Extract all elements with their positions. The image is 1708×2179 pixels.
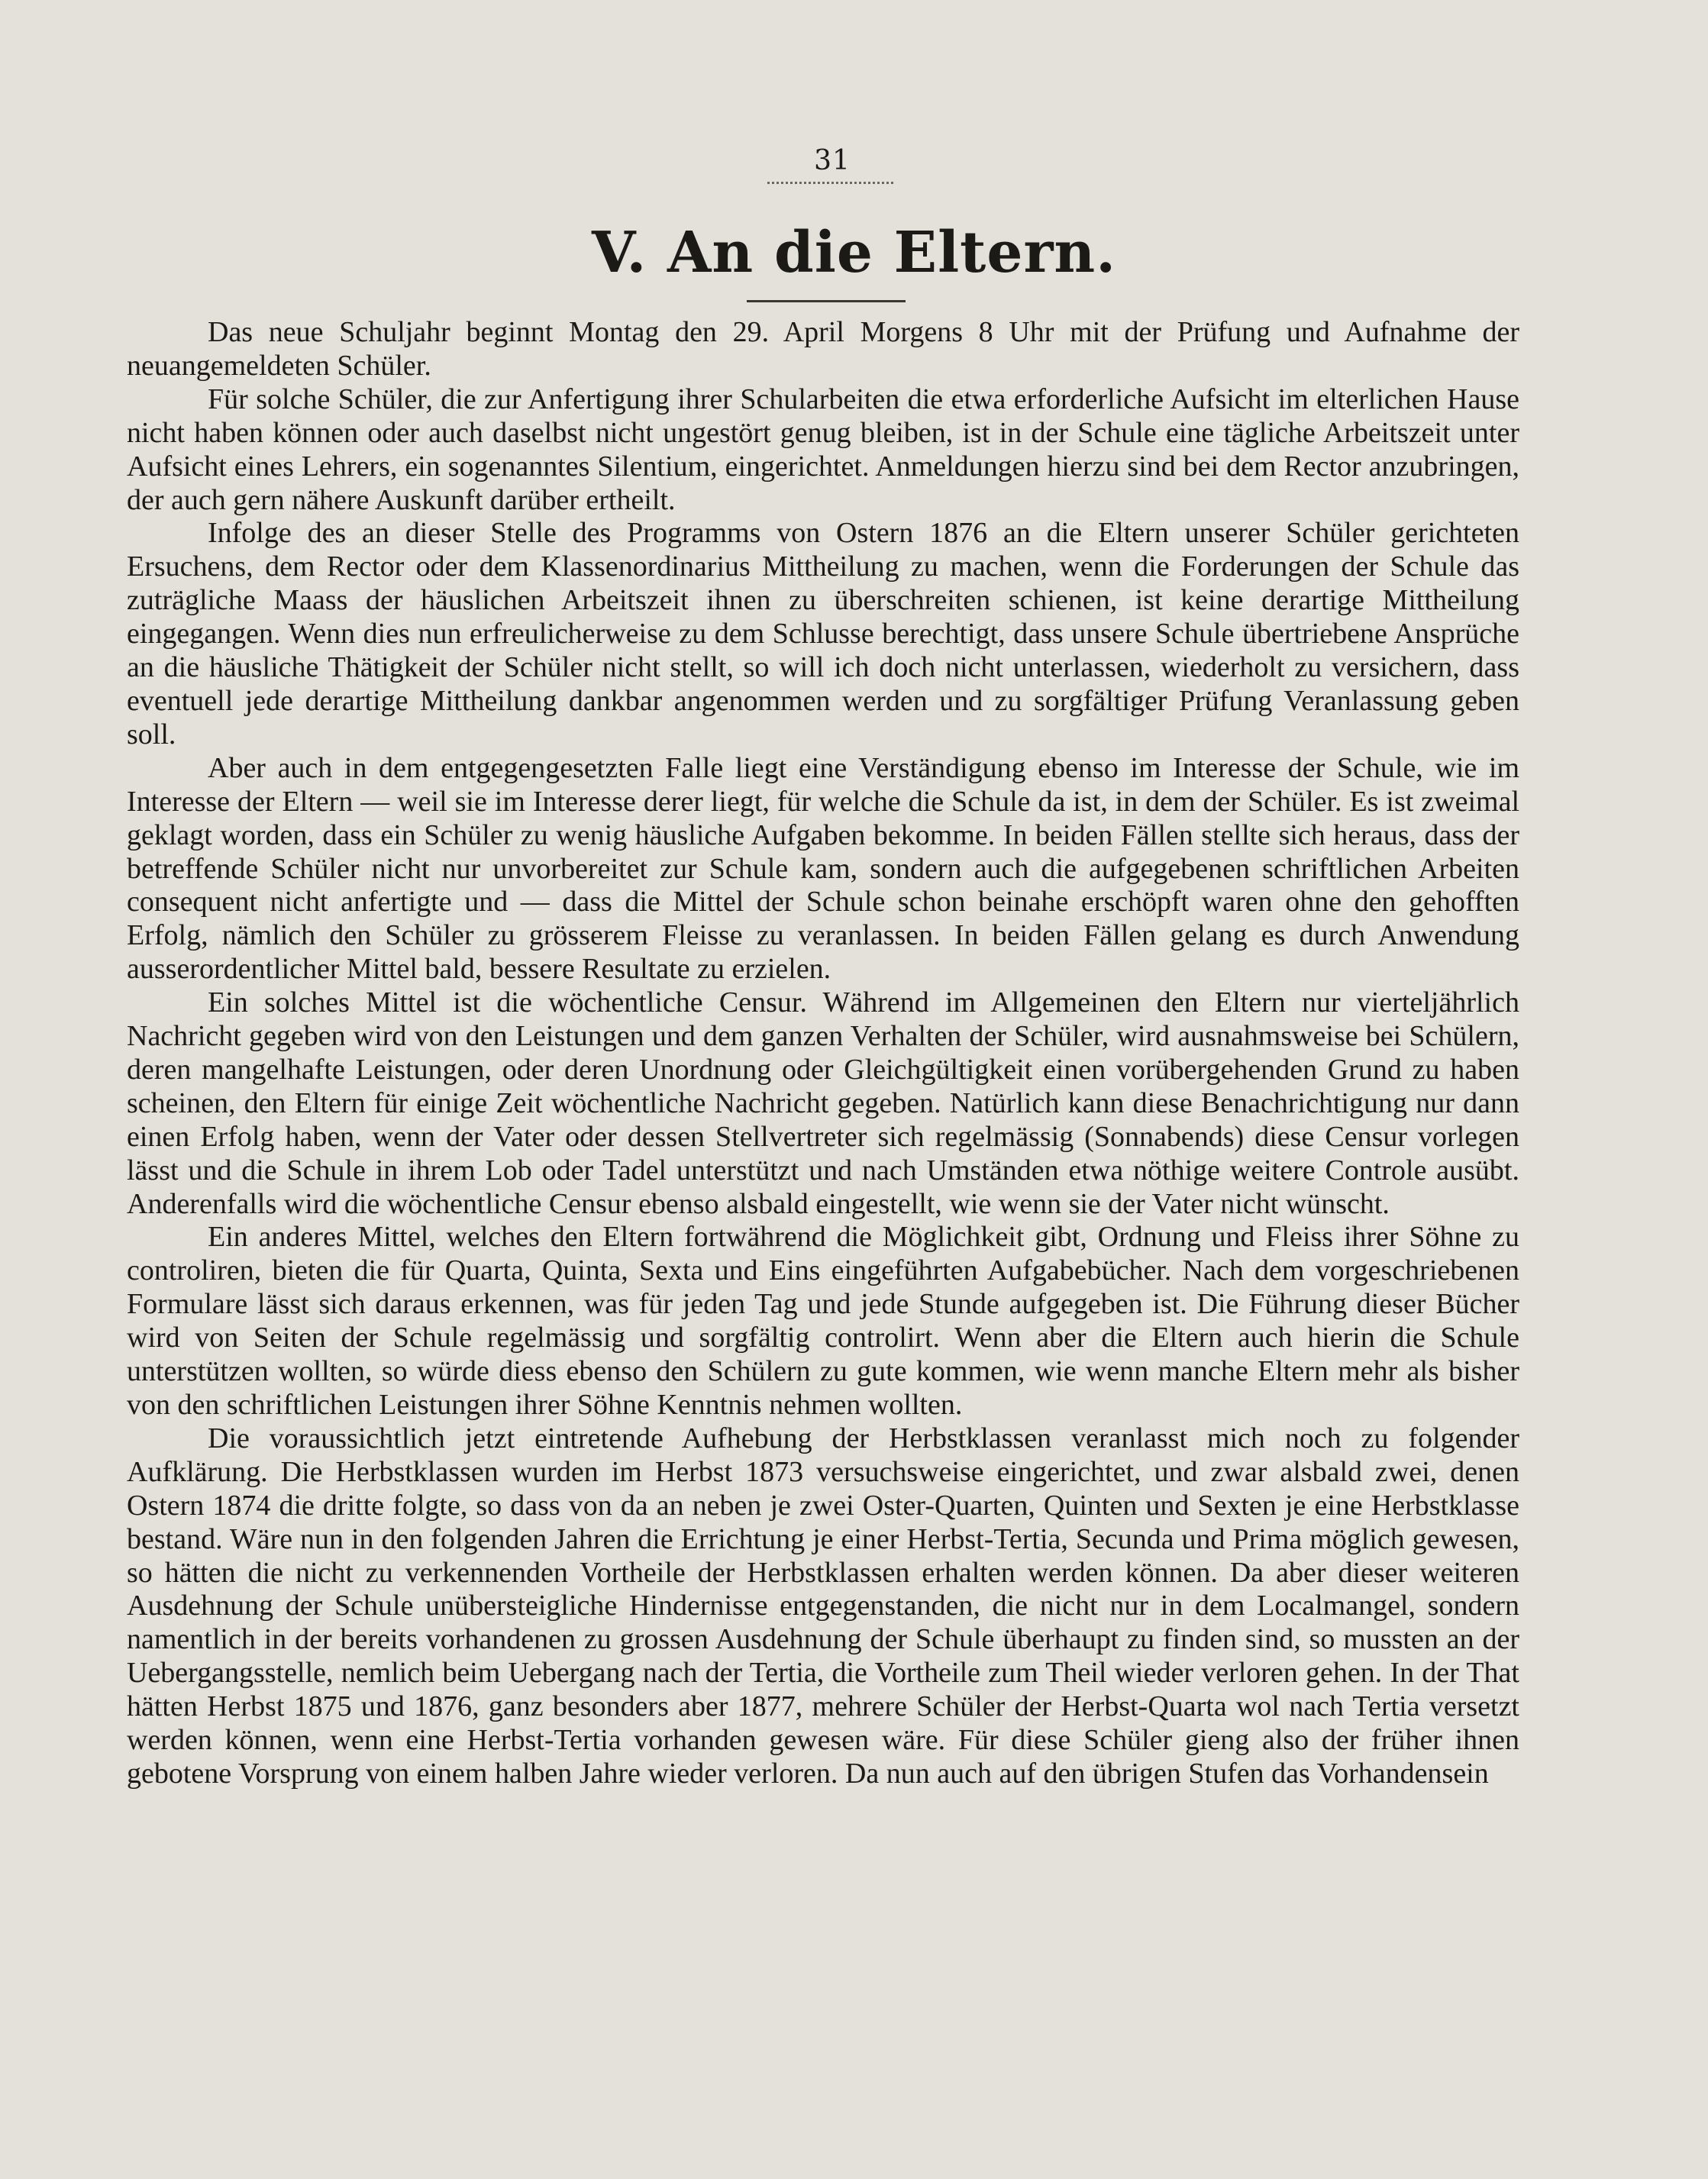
page-number-ornament (767, 182, 893, 184)
paragraph-opposite-case: Aber auch in dem entgegengesetzten Falle liegt eine Verständigung ebenso im Interesse der Schule, wie im Interesse der Eltern — weil sie im Interesse derer liegt, für welche die Schule da ist, in dem der Schüler. Es ist zweimal geklagt worden, dass ein Schüler zu wenig häusliche Aufgaben bekomme. In beiden Fällen stellte sich heraus, dass der betreffende Schüler nicht nur unvorbereitet zur Schule kam, sondern auch die aufgegebenen schriftlichen Arbeiten consequent nicht anfertigte und — dass die Mittel der Schule schon beinahe erschöpft waren ohne den gehofften Erfolg, nämlich den Schüler zu grösserem Fleisse zu veranlassen. In beiden Fällen gelang es durch Anwendung ausserordentlicher Mittel bald, bessere Resultate zu erzielen. (127, 751, 1519, 986)
page-number: 31 (814, 145, 851, 176)
chapter-title: V. An die Eltern. (591, 220, 1116, 286)
body-text (127, 316, 1519, 1791)
paragraph-homework-inquiry: Infolge des an dieser Stelle des Programms von Ostern 1876 an die Eltern unserer Schüler gerichteten Ersuchens, dem Rector oder dem Klassenordinarius Mittheilung zu machen, wenn die Forderungen der Schule das zuträgliche Maass der häuslichen Arbeitszeit ihnen zu überschreiten schienen, ist keine derartige Mittheilung eingegangen. Wenn dies nun erfreulicherweise zu dem Schlusse berechtigt, dass unsere Schule übertriebene Ansprüche an die häusliche Thätigkeit der Schüler nicht stellt, so will ich doch nicht unterlassen, wiederholt zu versichern, dass eventuell jede derartige Mittheilung dankbar angenommen werden und zu sorgfältiger Prüfung Veranlassung geben soll. (127, 517, 1519, 751)
paragraph-assignment-books: Ein anderes Mittel, welches den Eltern fortwährend die Möglichkeit gibt, Ordnung und Fleiss ihrer Söhne zu controliren, bieten die für Quarta, Quinta, Sexta und Eins eingeführten Aufgabebücher. Nach dem vorgeschriebenen Formulare lässt sich daraus erkennen, was für jeden Tag und jede Stunde aufgegeben ist. Die Führung dieser Bücher wird von Seiten der Schule regelmässig und sorgfältig controlirt. Wenn aber die Eltern auch hierin die Schule unterstützen wollten, so würde diess ebenso den Schülern zu gute kommen, wie wenn manche Eltern mehr als bisher von den schriftlichen Leistungen ihrer Söhne Kenntnis nehmen wollten. (127, 1221, 1519, 1421)
paragraph-weekly-census: Ein solches Mittel ist die wöchentliche Censur. Während im Allgemeinen den Eltern nur vierteljährlich Nachricht gegeben wird von den Leistungen und dem ganzen Verhalten der Schüler, wird ausnahmsweise bei Schülern, deren mangelhafte Leistungen, oder deren Unordnung oder Gleichgültigkeit einen vorübergehenden Grund zu haben scheinen, den Eltern für einige Zeit wöchentliche Nachricht gegeben. Natürlich kann diese Benachrichtigung nur dann einen Erfolg haben, wenn der Vater oder dessen Stellvertreter sich regelmässig (Sonnabends) diese Censur vorlegen lässt und die Schule in ihrem Lob oder Tadel unterstützt und nach Umständen etwa nöthige weitere Controle ausübt. Anderenfalls wird die wöchentliche Censur ebenso alsbald eingestellt, wie wenn sie der Vater nicht wünscht. (127, 986, 1519, 1220)
paragraph-silentium: Für solche Schüler, die zur Anfertigung ihrer Schularbeiten die etwa erforderliche Aufsicht im elterlichen Hause nicht haben können oder auch daselbst nicht ungestört genug bleiben, ist in der Schule eine tägliche Arbeitszeit unter Aufsicht eines Lehrers, ein sogenanntes Silentium, eingerichtet. Anmeldungen hierzu sind bei dem Rector anzubringen, der auch gern nähere Auskunft darüber ertheilt. (127, 383, 1519, 516)
title-divider (747, 300, 906, 302)
paragraph-autumn-classes: Die voraussichtlich jetzt eintretende Aufhebung der Herbstklassen veranlasst mich noch zu folgender Aufklärung. Die Herbstklassen wurden im Herbst 1873 versuchsweise eingerichtet, und zwar alsbald zwei, denen Ostern 1874 die dritte folgte, so dass von da an neben je zwei Oster-Quarten, Quinten und Sexten je eine Herbstklasse bestand. Wäre nun in den folgenden Jahren die Errichtung je einer Herbst-Tertia, Secunda und Prima möglich gewesen, so hätten die nicht zu verkennenden Vortheile der Herbstklassen erhalten werden können. Da aber dieser weiteren Ausdehnung der Schule unübersteigliche Hindernisse entgegenstanden, die nicht nur in dem Localmangel, sondern namentlich in der bereits vorhandenen zu grossen Ausdehnung der Schule überhaupt zu finden sind, so mussten an der Uebergangsstelle, nemlich beim Uebergang nach der Tertia, die Vortheile zum Theil wieder verloren gehen. In der That hätten Herbst 1875 und 1876, ganz besonders aber 1877, mehrere Schüler der Herbst-Quarta wol nach Tertia versetzt werden können, wenn eine Herbst-Tertia vorhanden gewesen wäre. Für diese Schüler gieng also der früher ihnen gebotene Vorsprung von einem halben Jahre wieder verloren. Da nun auch auf den übrigen Stufen das Vorhandensein (127, 1422, 1519, 1790)
paragraph-school-year-start: Das neue Schuljahr beginnt Montag den 29. April Morgens 8 Uhr mit der Prüfung und Aufnahme der neuangemeldeten Schüler. (127, 316, 1519, 382)
